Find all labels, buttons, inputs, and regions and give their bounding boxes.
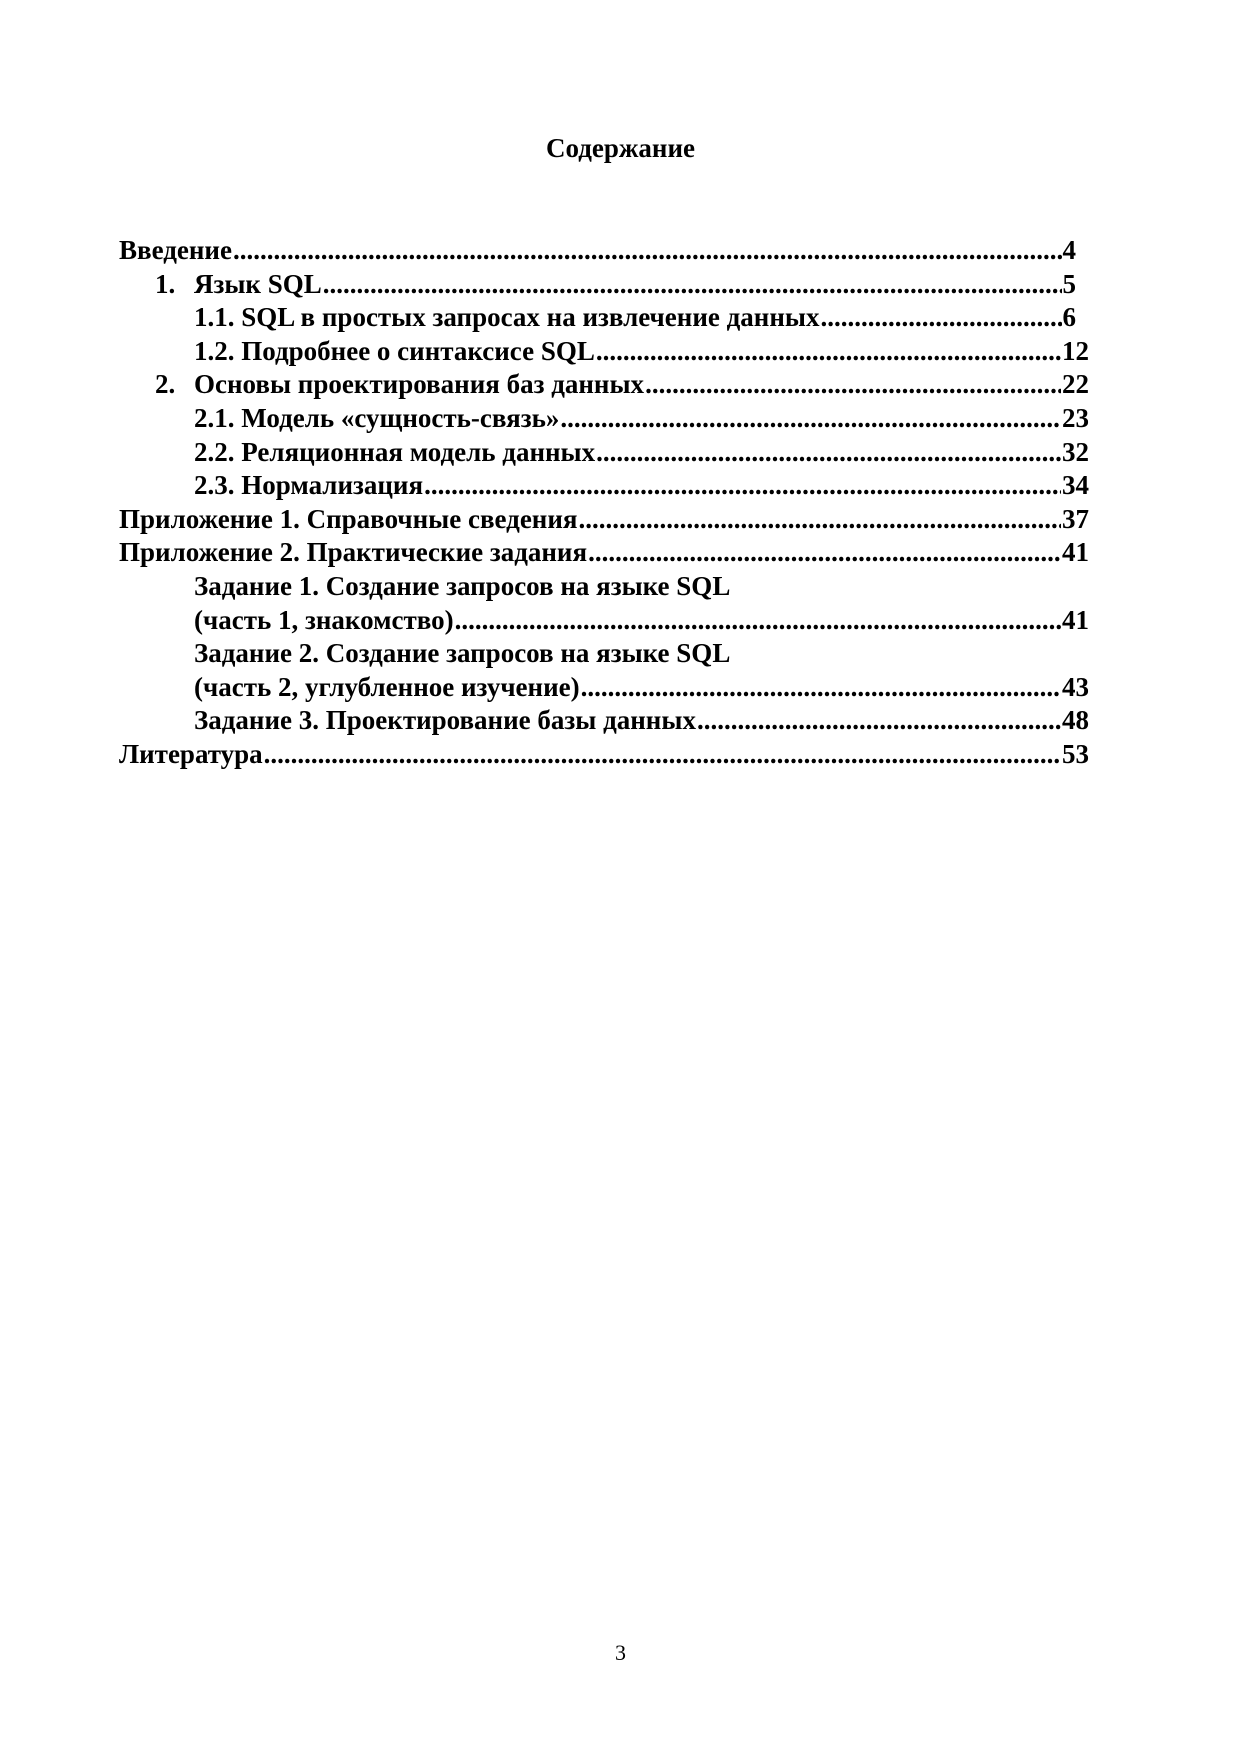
toc-entry-task-1-title[interactable] — [119, 570, 1089, 604]
toc-entry-2-2[interactable] — [119, 436, 1089, 470]
toc-entry-label: Основы проектирования баз данных — [194, 369, 645, 400]
toc-entry-label: Задание 1. Создание запросов на языке SQL — [194, 570, 731, 601]
toc-entry-2-3[interactable] — [119, 469, 1089, 503]
toc-leader-dots — [579, 503, 1061, 537]
toc-entry-db-design[interactable] — [119, 368, 1089, 402]
toc-entry-label: Литература — [119, 738, 263, 769]
toc-entry-page: 23 — [1062, 402, 1089, 433]
toc-entry-page: 48 — [1062, 705, 1089, 736]
toc-entry-page: 53 — [1062, 738, 1089, 769]
toc-entry-1-2[interactable] — [119, 335, 1089, 369]
toc-entry-literature[interactable] — [119, 738, 1089, 772]
toc-entry-page: 41 — [1062, 604, 1089, 635]
toc-leader-dots — [596, 436, 1061, 470]
toc-entry-page: 43 — [1062, 671, 1089, 702]
toc-entry-label: Введение — [119, 235, 232, 265]
toc-entry-number: 1. — [155, 268, 176, 299]
toc-entry-page: 5 — [1062, 268, 1076, 299]
toc-entry-task-1[interactable] — [119, 604, 1089, 638]
toc-entry-page: 32 — [1062, 436, 1089, 467]
toc-leader-dots — [596, 335, 1061, 369]
toc-leader-dots — [820, 301, 1061, 335]
toc-entry-appendix-2[interactable] — [119, 536, 1089, 570]
toc-entry-task-2[interactable] — [119, 671, 1089, 705]
toc-entry-label: 1.2. Подробнее о синтаксисе SQL — [194, 335, 595, 366]
page-number: 3 — [615, 1640, 626, 1665]
toc-entry-page: 37 — [1062, 503, 1089, 534]
toc-entry-page: 34 — [1062, 470, 1089, 501]
toc-entry-label: (часть 1, знакомство) — [194, 604, 454, 635]
toc-leader-dots — [560, 402, 1061, 436]
toc-leader-dots — [264, 738, 1061, 772]
page-title: Содержание — [545, 133, 696, 163]
toc-entry-introduction[interactable] — [119, 234, 1076, 268]
toc-entry-label: Приложение 2. Практические задания — [119, 537, 588, 568]
toc-leader-dots — [581, 671, 1061, 705]
toc-entry-page: 12 — [1062, 335, 1089, 366]
toc-leader-dots — [424, 469, 1061, 503]
toc-entry-2-1[interactable] — [119, 402, 1089, 436]
toc-entry-label: 2.2. Реляционная модель данных — [194, 436, 596, 467]
toc-entry-page: 6 — [1062, 302, 1076, 333]
toc-entry-label: Приложение 1. Справочные сведения — [119, 503, 578, 534]
toc-entry-page: 4 — [1062, 235, 1076, 265]
toc-entry-label: 2.3. Нормализация — [194, 470, 424, 501]
toc-entry-label: 2.1. Модель «сущность-связь» — [194, 402, 560, 433]
toc-leader-dots — [455, 604, 1061, 638]
toc-leader-dots — [645, 368, 1061, 402]
toc-entry-appendix-1[interactable] — [119, 503, 1089, 537]
toc-entry-task-3[interactable] — [119, 704, 1089, 738]
toc-entry-label: 1.1. SQL в простых запросах на извлечение данных — [194, 302, 820, 333]
toc-entry-page: 41 — [1062, 537, 1089, 568]
toc-leader-dots — [588, 536, 1061, 570]
toc-entry-task-2-title[interactable] — [119, 637, 1089, 671]
toc-entry-label: Задание 3. Проектирование базы данных — [194, 705, 696, 736]
toc-entry-label: Задание 2. Создание запросов на языке SQL — [194, 638, 731, 669]
toc-entry-page: 22 — [1062, 369, 1089, 400]
toc-entry-label: Язык SQL — [194, 268, 322, 299]
toc-entry-label: (часть 2, углубленное изучение) — [194, 671, 580, 702]
toc-entry-sql-language[interactable] — [119, 268, 1076, 302]
toc-leader-dots — [697, 704, 1061, 738]
toc-leader-dots — [323, 268, 1062, 302]
toc-entry-1-1[interactable] — [119, 301, 1076, 335]
toc-entry-number: 2. — [155, 369, 176, 400]
table-of-contents — [119, 234, 1099, 772]
toc-leader-dots — [233, 234, 1062, 268]
